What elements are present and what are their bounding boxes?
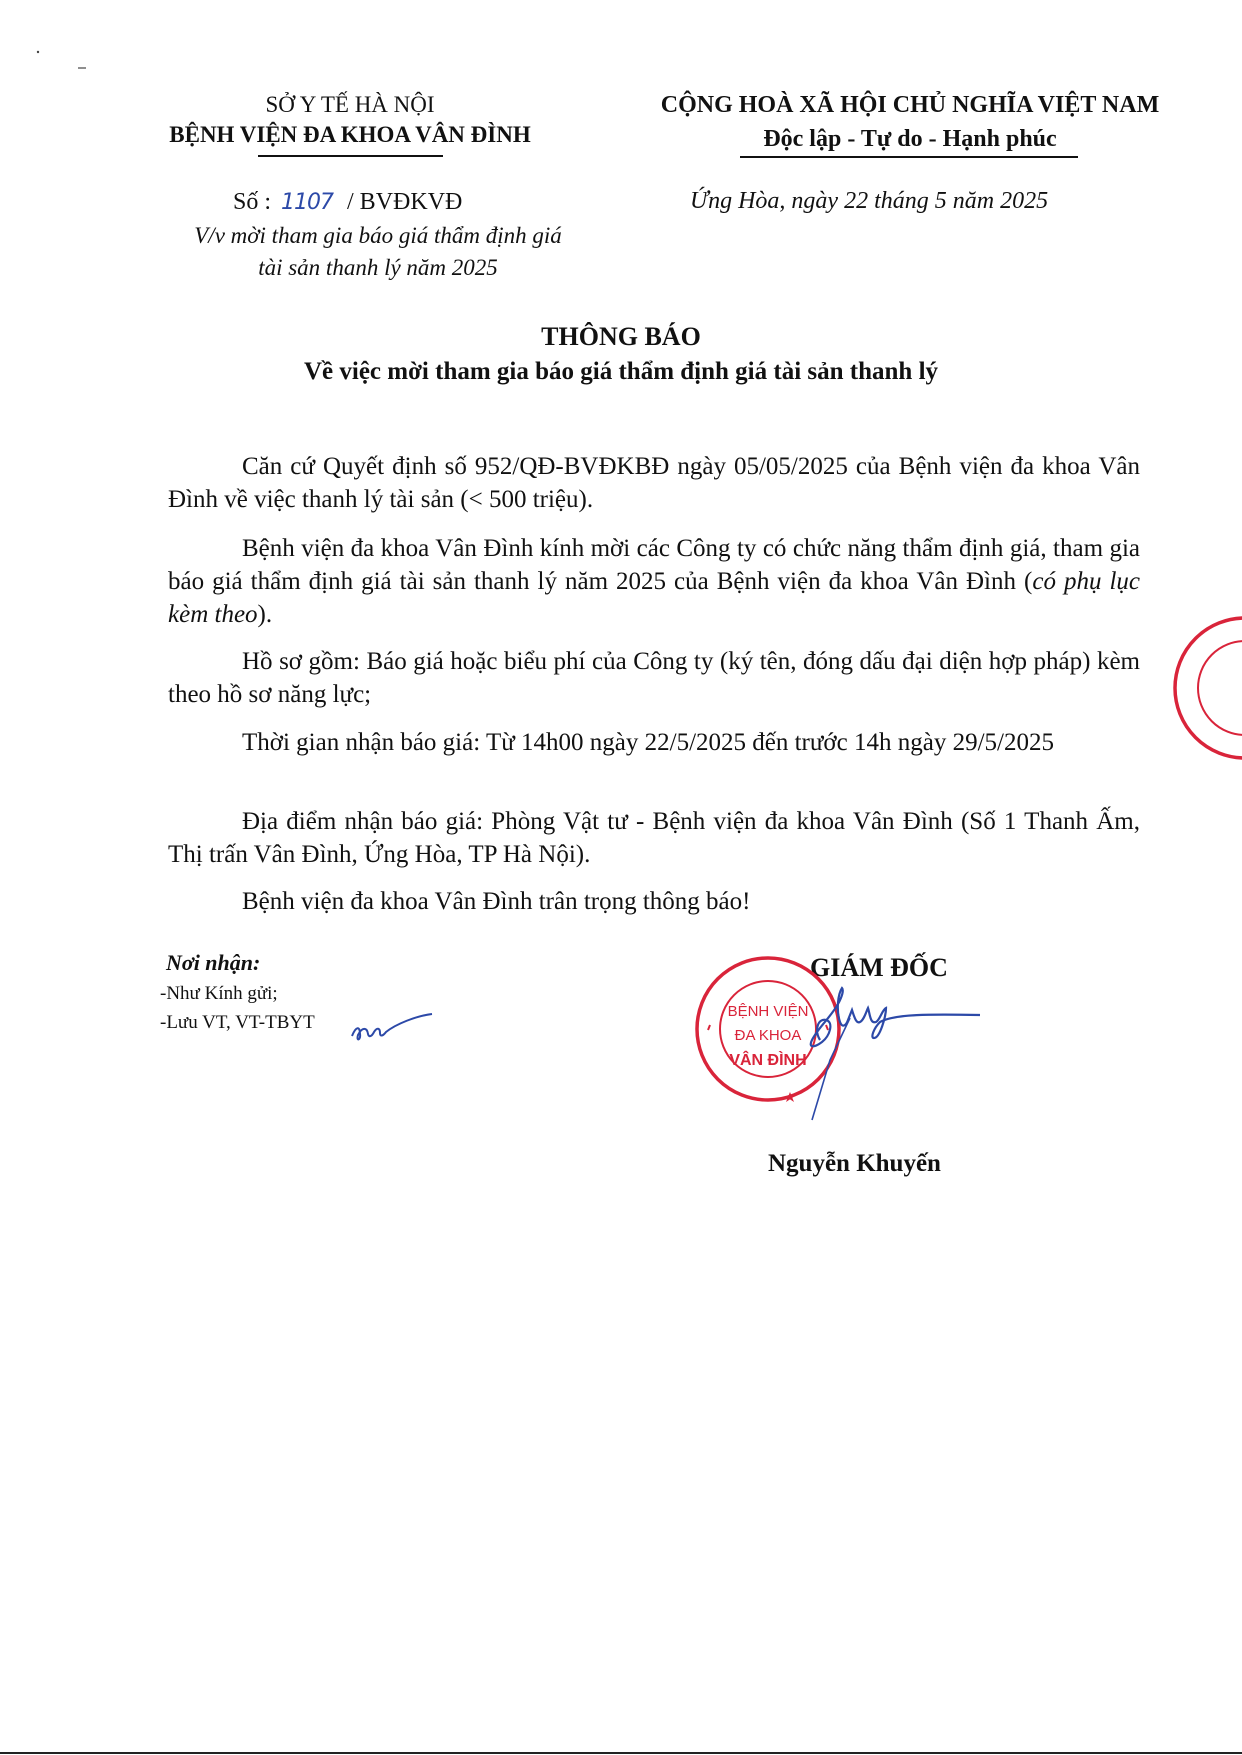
recipient-item: -Như Kính gửi; — [160, 983, 278, 1004]
stamp-line-2: ĐA KHOA — [734, 1027, 802, 1044]
document-number-suffix: / BVĐKVĐ — [347, 189, 463, 215]
director-signature — [811, 988, 980, 1046]
edge-stamp-inner-ring — [1198, 641, 1242, 735]
place-and-date: Ứng Hòa, ngày 22 tháng 5 năm 2025 — [690, 188, 1049, 214]
body-paragraph-2-italic: có phụ lục kèm theo — [168, 568, 1140, 628]
recipients-title: Nơi nhận: — [166, 950, 261, 975]
body-paragraph-6: Bệnh viện đa khoa Vân Đình trân trọng thông báo! — [242, 888, 751, 915]
stamp-line-3: VÂN ĐÌNH — [729, 1052, 807, 1069]
hospital-name: BỆNH VIỆN ĐA KHOA VÂN ĐÌNH — [169, 122, 531, 147]
document-number-prefix: Số : — [233, 189, 272, 215]
scan-speck — [37, 51, 39, 53]
body-paragraph-2-text: Bệnh viện đa khoa Vân Đình kính mời các Công ty có chức năng thẩm định giá, tham gia báo giá thẩm định giá tài sản thanh lý năm 2025 của Bệnh viện đa khoa Vân Đình ( — [168, 535, 1140, 595]
signer-position: GIÁM ĐỐC — [810, 953, 948, 982]
recipient-item: -Lưu VT, VT-TBYT — [160, 1012, 315, 1033]
subject-line-1: V/v mời tham gia báo giá thẩm định giá — [194, 223, 562, 248]
signer-name: Nguyễn Khuyến — [768, 1150, 941, 1177]
document-title: THÔNG BÁO — [541, 322, 701, 351]
initials-signature — [352, 1014, 432, 1039]
document-number-handwritten: 1107 — [281, 190, 334, 215]
body-paragraph-3: Hồ sơ gồm: Báo giá hoặc biểu phí của Công ty (ký tên, đóng dấu đại diện hợp pháp) kèm theo hồ sơ năng lực; — [168, 648, 1140, 708]
page-edge-stamp — [1175, 618, 1242, 758]
document-subtitle: Về việc mời tham gia báo giá thẩm định giá tài sản thanh lý — [303, 358, 939, 385]
body-paragraph-2-end: ). — [257, 601, 273, 628]
department-name: SỞ Y TẾ HÀ NỘI — [265, 92, 435, 117]
body-paragraph-5: Địa điểm nhận báo giá: Phòng Vật tư - Bệnh viện đa khoa Vân Đình (Số 1 Thanh Ấm, Thị trấn Vân Đình, Ứng Hòa, TP Hà Nội). — [168, 808, 1140, 868]
body-paragraph-1: Căn cứ Quyết định số 952/QĐ-BVĐKBĐ ngày 05/05/2025 của Bệnh viện đa khoa Vân Đình về việc thanh lý tài sản (< 500 triệu). — [168, 453, 1140, 513]
national-motto: Độc lập - Tự do - Hạnh phúc — [763, 126, 1057, 152]
stamp-line-1: BỆNH VIỆN — [727, 1003, 809, 1020]
nation-name: CỘNG HOÀ XÃ HỘI CHỦ NGHĨA VIỆT NAM — [660, 92, 1160, 118]
subject-line-2: tài sản thanh lý năm 2025 — [258, 255, 498, 280]
edge-stamp-outer-ring — [1175, 618, 1242, 758]
body-paragraph-4: Thời gian nhận báo giá: Từ 14h00 ngày 22/5/2025 đến trước 14h ngày 29/5/2025 — [242, 729, 1054, 756]
